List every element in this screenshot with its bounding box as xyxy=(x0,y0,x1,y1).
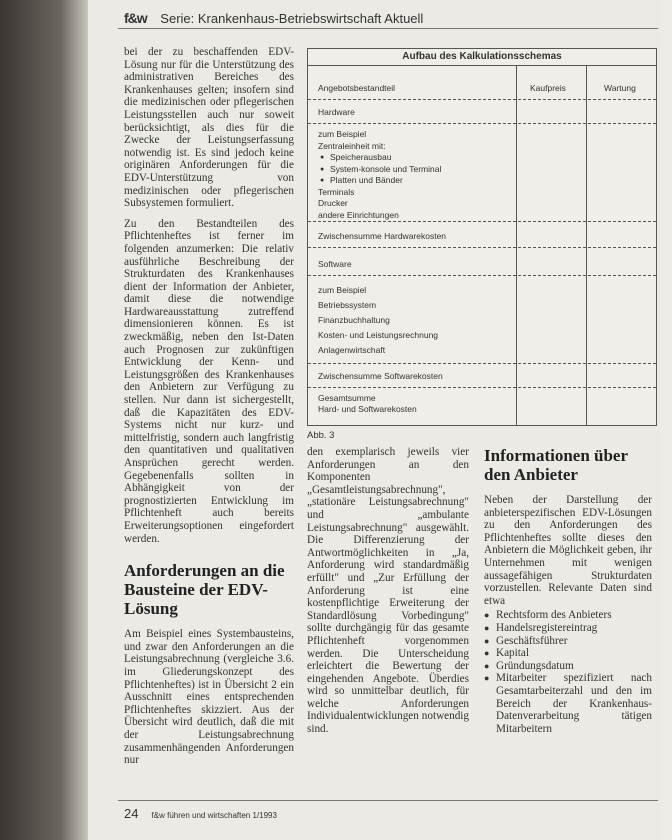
calculation-schema xyxy=(307,48,657,426)
schema-hardware-intro: zum Beispiel xyxy=(318,129,367,139)
footer-rule xyxy=(118,800,658,801)
schema-col-divider-1 xyxy=(516,66,517,425)
footer-source: f&w führen und wirtschaften 1/1993 xyxy=(151,811,277,820)
schema-total-line-2: Hard- und Softwarekosten xyxy=(318,404,417,414)
list-item: ● Gründungsdatum xyxy=(496,660,652,673)
schema-divider xyxy=(308,221,656,222)
list-item: ● Kapital xyxy=(496,647,652,660)
schema-hardware-sum: Zwischensumme Hardwarekosten xyxy=(318,231,447,241)
page-number: 24 xyxy=(124,806,139,821)
schema-hardware-item: Terminals xyxy=(318,186,355,197)
schema-hardware-item: ● Speicherausbau xyxy=(330,152,441,164)
schema-divider xyxy=(308,275,656,276)
schema-col-component: Angebotsbestandteil xyxy=(318,83,396,93)
schema-hardware-item: ● System-konsole und Terminal xyxy=(330,164,441,176)
list-item: ● Handelsregistereintrag xyxy=(496,622,652,635)
right-paragraph: Neben der Darstellung der anbieterspezifischen EDV-Lösungen zu den Anforderungen des Pflichtenheftes sollte dieses den Anbietern die Möglichkeit geben, ihr Unternehmen mit wenigen aussagefähigen Strukturdaten vorzustellen. Relevante Daten sind etwa xyxy=(484,494,652,607)
left-paragraph-2: Zu den Bestandteilen des Pflichtenheftes ist ferner im folgenden anzumerken: Die relativ ausführliche Beschreibung der Strukturdaten des Krankenhauses dient der Information der Anbieter, damit diese die notwendige Hardwareausstattung zutreffend dimensionieren können. Es ist zweckmäßig, neben den Ist-Daten auch Prognosen zur zukünftigen Entwicklung der Kenn- und Leistungsgrößen des Krankenhauses den Anbietern zur Verfügung zu stellen. Nur dann ist sichergestellt, daß die Kapazitäten des EDV-Systems nicht nur kurz- und mittelfristig, sondern auch langfristig den quantitativen und qualitativen Ansprüchen gerecht werden. Gegebenenfalls sollten in Abhängigkeit von der prognostizierten Entwicklung im Pflichtenheft auch bereits Erweiterungsoptionen eingefordert werden. xyxy=(124,217,294,545)
left-paragraph-1: bei der zu beschaffenden EDV-Lösung nur für die Unterstützung des administrativen Bereiches des Krankenhauses gelten; insofern sind die medizinischen oder pflegerischen Leistungsstellen auch nur soweit berücksichtigt, als dies für die Zwecke der Leistungserfassung notwendig ist. Es sind jedoch keine originären Anforderungen für die EDV-Unterstützung von medizinischen oder pflegerischen Subsystemen formuliert. xyxy=(124,46,294,210)
schema-col-divider-2 xyxy=(586,66,587,425)
header-title: Serie: Krankenhaus-Betriebswirtschaft Aktuell xyxy=(160,11,424,26)
list-item: ● Mitarbeiter spezifiziert nach Gesamtarbeiterzahl und den im Bereich der Krankenhaus-Datenverarbeitung tätigen Mitarbeitern xyxy=(496,672,652,735)
schema-software-item: Finanzbuchhaltung xyxy=(318,315,390,325)
schema-software-sum: Zwischensumme Softwarekosten xyxy=(318,371,443,381)
schema-software-item: Anlagenwirtschaft xyxy=(318,345,386,355)
schema-divider xyxy=(308,123,656,124)
schema-hardware-label: Hardware xyxy=(318,107,355,117)
schema-divider xyxy=(308,99,656,100)
header-rule xyxy=(118,28,658,29)
schema-total-line-1: Gesamtsumme xyxy=(318,393,376,403)
schema-software-intro: zum Beispiel xyxy=(318,285,367,295)
middle-paragraph: den exemplarisch jeweils vier Anforderungen an den Komponenten „Gesamtleistungsabrechnung", „stationäre Leistungsabrechnung" und „ambulante Leistungsabrechnung" ausgewählt. Die Differenzierung der Antwortmöglichkeiten in „Ja, Anforderung wird standardmäßig erfüllt" und „Zur Erfüllung der Anforderung ist eine kostenpflichtige Erweiterung der Standardlösung Vorbedingung" sollte durchgängig für das gesamte Pflichtenheft vorgenommen werden. Die Unterscheidung erleichtert die Bewertung der eingehenden Angebote. Überdies wird so unmittelbar deutlich, für welche Anforderungen Individualentwicklungen notwendig sind. xyxy=(307,446,469,736)
schema-hardware-item: Zentraleinheit mit: xyxy=(318,140,386,151)
list-item: ● Rechtsform des Anbieters xyxy=(496,609,652,622)
left-column xyxy=(124,46,294,775)
schema-col-price: Kaufpreis xyxy=(530,83,566,93)
schema-divider xyxy=(308,387,656,388)
schema-title: Aufbau des Kalkulationsschemas xyxy=(308,49,656,66)
schema-divider xyxy=(308,247,656,248)
schema-hardware-item: andere Einrichtungen xyxy=(318,209,399,220)
schema-col-maintenance: Wartung xyxy=(604,83,636,93)
anbieter-data-list xyxy=(484,609,652,735)
left-paragraph-3: Am Beispiel eines Systembausteins, und zwar den Anforderungen an die Leistungsabrechnung (vergleiche 3.6. im Gliederungskonzept des Pflichtenheftes) ist in Übersicht 2 ein Ausschnitt eines entsprechenden Pflichtenheftes skizziert. Aus der Übersicht wird deutlich, daß die mit der Leistungsabrechnung zusammenhängenden Anforderungen nur xyxy=(124,628,294,767)
schema-software-item: Betriebssystem xyxy=(318,300,377,310)
right-column xyxy=(484,446,652,735)
page-footer xyxy=(124,806,277,821)
middle-column xyxy=(307,446,469,744)
figure-caption: Abb. 3 xyxy=(307,430,335,441)
right-heading: Informationen über den Anbieter xyxy=(484,446,628,484)
schema-software-item: Kosten- und Leistungsrechnung xyxy=(318,330,439,340)
schema-hardware-item: ● Platten und Bänder xyxy=(330,175,441,187)
left-heading: Anforderungen an die Bausteine der EDV-Lösung xyxy=(124,561,285,619)
schema-hardware-item: Drucker xyxy=(318,198,348,208)
schema-divider xyxy=(308,363,656,364)
schema-software-label: Software xyxy=(318,259,352,269)
list-item: ● Geschäftsführer xyxy=(496,635,652,648)
page-header xyxy=(124,10,423,26)
header-logo: f&w xyxy=(124,10,147,26)
